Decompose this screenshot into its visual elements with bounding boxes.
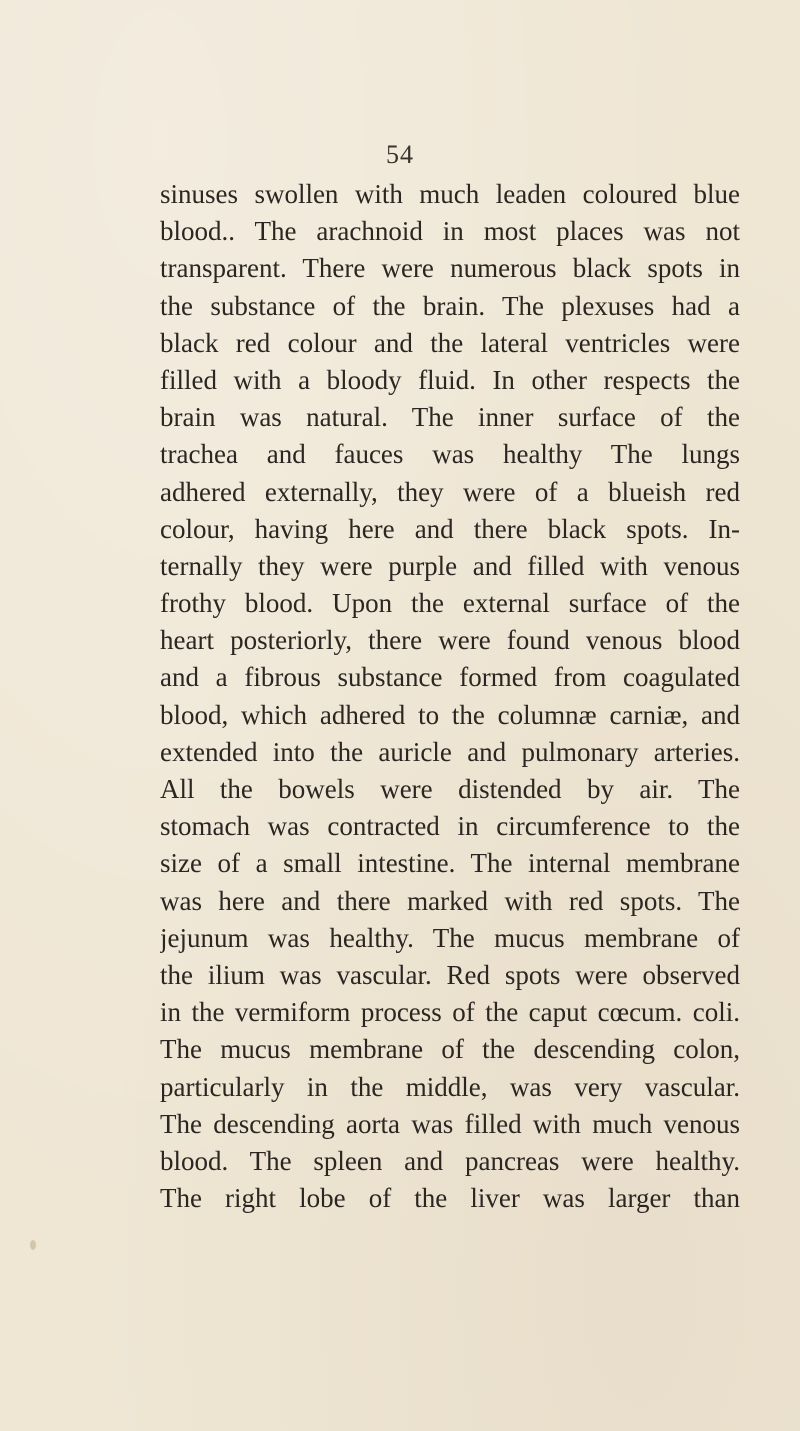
text-line: in the vermiform process of the caput cœcum. coli. [160, 997, 740, 1028]
text-line: transparent. There were numerous black spots in [160, 253, 740, 284]
text-line: trachea and fauces was healthy The lungs [160, 439, 740, 470]
paper-speck [30, 1240, 36, 1250]
text-line: the ilium was vascular. Red spots were observed [160, 959, 740, 990]
text-line: the substance of the brain. The plexuses had a [160, 290, 740, 321]
text-line: black red colour and the lateral ventricles were [160, 327, 740, 358]
text-line: size of a small intestine. The internal membrane [160, 848, 740, 879]
text-line: colour, having here and there black spots. In- [160, 513, 740, 544]
text-line: The descending aorta was filled with much venous [160, 1108, 740, 1139]
text-line: frothy blood. Upon the external surface of the [160, 588, 740, 619]
text-line: heart posteriorly, there were found venous blood [160, 625, 740, 656]
text-line: sinuses swollen with much leaden coloured blue [160, 179, 740, 209]
text-line: brain was natural. The inner surface of the [160, 402, 740, 433]
text-line: and a fibrous substance formed from coagulated [160, 662, 740, 693]
text-line: jejunum was healthy. The mucus membrane of [160, 922, 740, 953]
text-line: particularly in the middle, was very vascular. [160, 1071, 740, 1102]
body-text [160, 176, 740, 1217]
text-line: was here and there marked with red spots. The [160, 885, 740, 916]
text-line: stomach was contracted in circumference to the [160, 811, 740, 842]
text-line: The right lobe of the liver was larger than [160, 1183, 740, 1214]
text-line: filled with a bloody fluid. In other respects the [160, 364, 740, 395]
text-line: adhered externally, they were of a blueish red [160, 476, 740, 507]
text-line: extended into the auricle and pulmonary arteries. [160, 736, 740, 767]
text-line: blood, which adhered to the columnæ carniæ, and [160, 699, 740, 730]
text-line: blood. The spleen and pancreas were healthy. [160, 1145, 740, 1176]
text-line: ternally they were purple and filled with venous [160, 550, 740, 581]
text-line: The mucus membrane of the descending colon, [160, 1034, 740, 1065]
page-number: 54 [386, 140, 414, 169]
text-line: All the bowels were distended by air. The [160, 774, 740, 804]
text-line: blood.. The arachnoid in most places was not [160, 216, 740, 247]
